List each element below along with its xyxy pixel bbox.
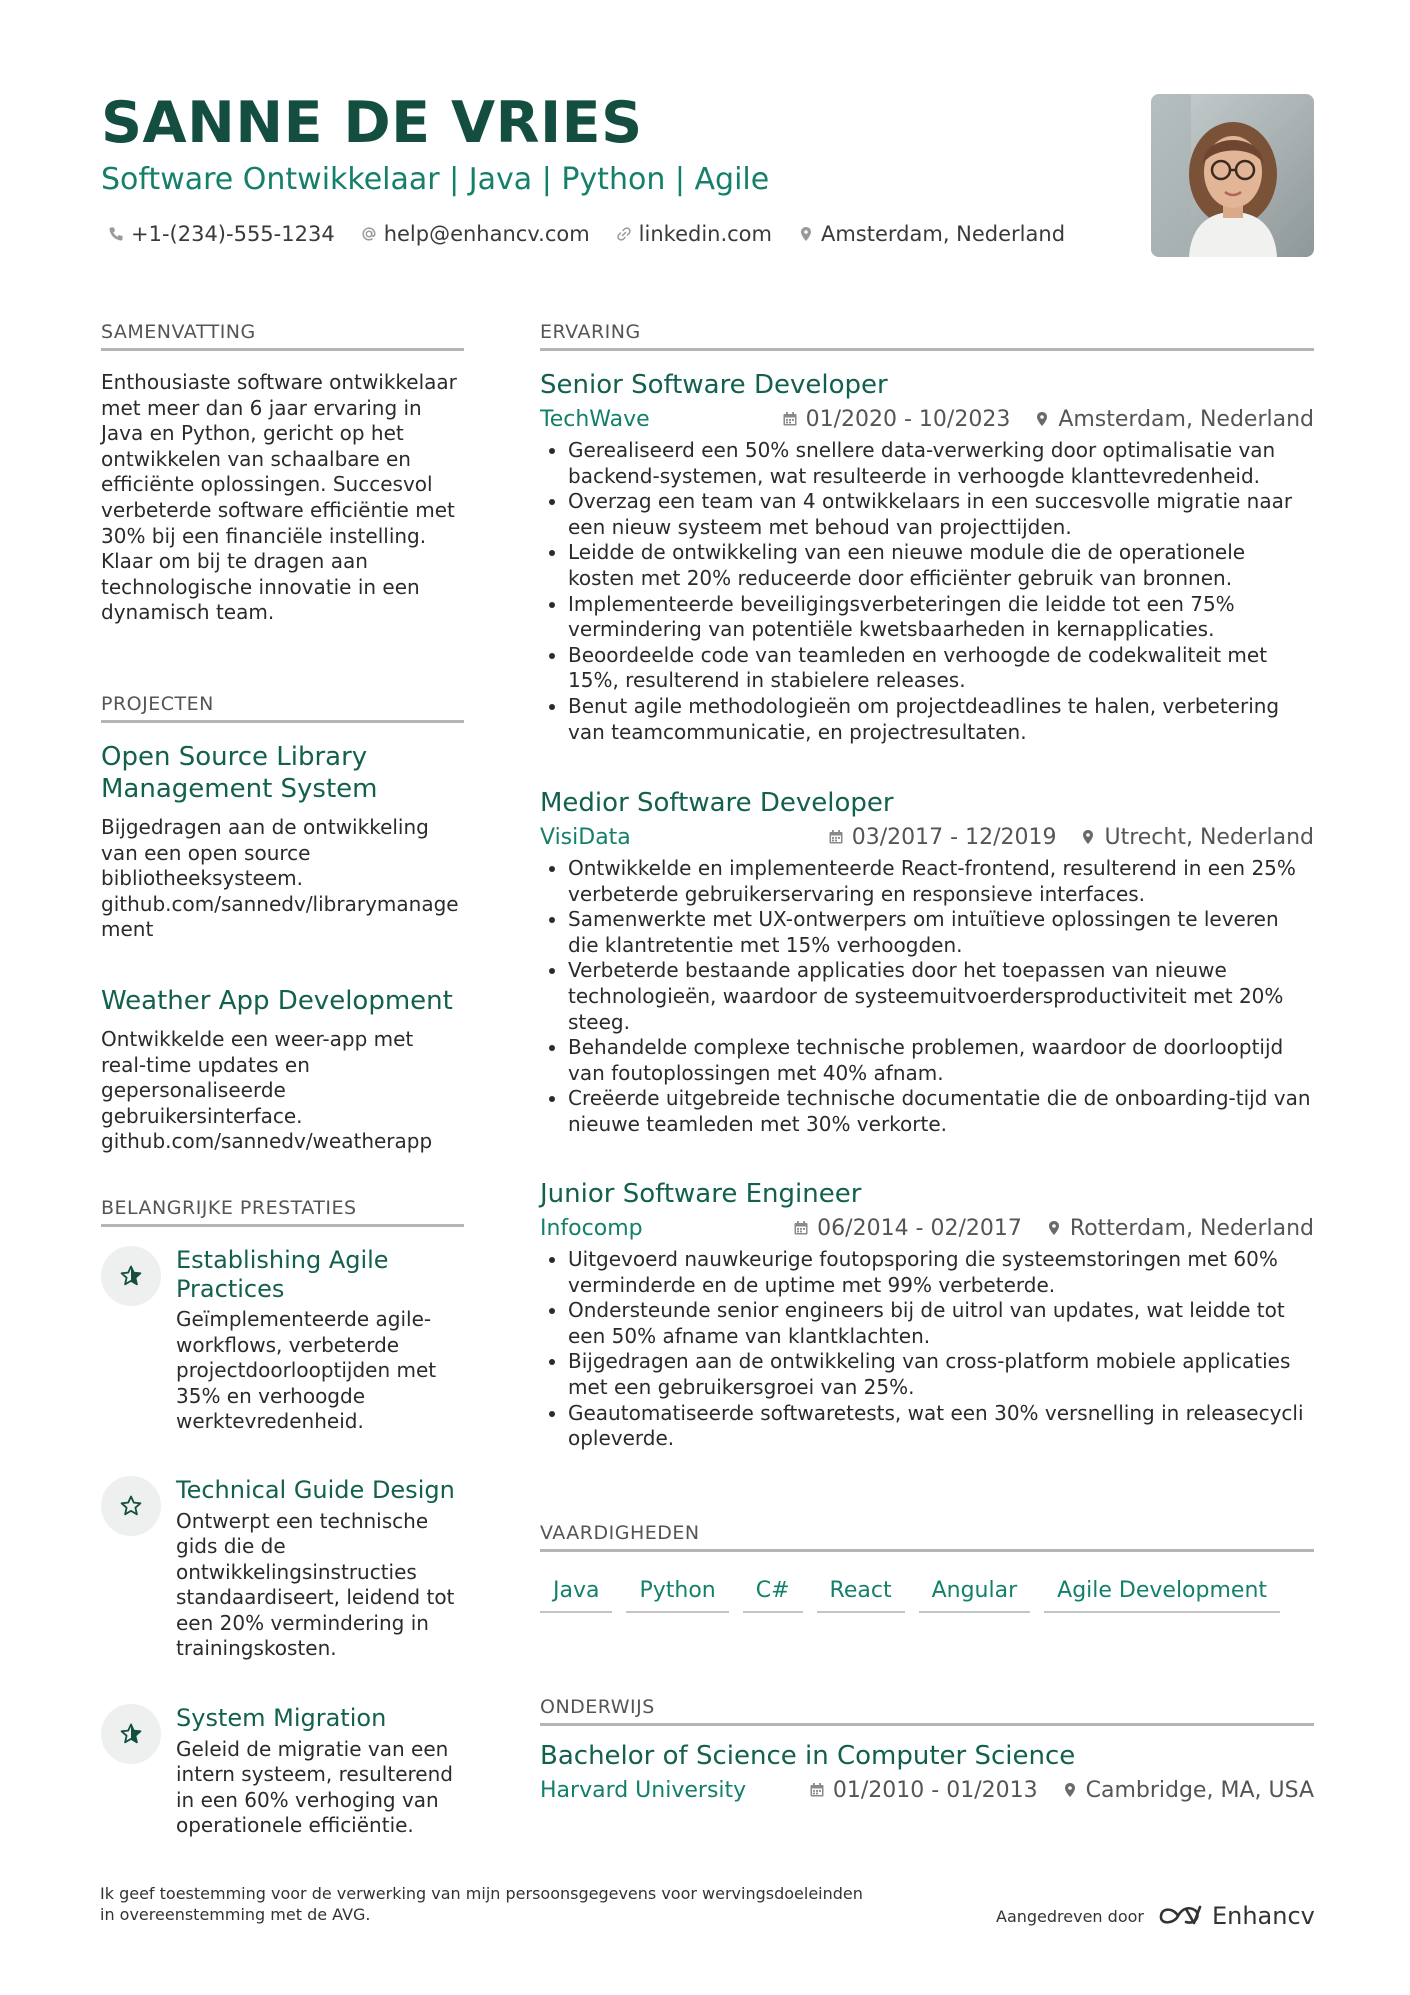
skill-tag: Agile Development — [1044, 1571, 1280, 1613]
achievement-description: Geïmplementeerde agile-workflows, verbeterde projectdoorlooptijden met 35% en verhoogde werktevredenheid. — [176, 1307, 437, 1434]
project-item — [101, 985, 464, 1155]
contact-phone[interactable] — [108, 219, 335, 249]
job-location: Rotterdam, Nederland — [1069, 1215, 1314, 1241]
skill-tag: React — [817, 1571, 905, 1613]
job-title: Senior Software Developer — [540, 370, 888, 400]
job-entry — [540, 368, 1314, 745]
achievement-title: Technical Guide Design — [176, 1476, 455, 1504]
education-dates: 01/2010 - 01/2013 — [832, 1777, 1038, 1803]
company-name: VisiData — [540, 824, 631, 850]
job-bullet: • Leidde de ontwikkeling van een nieuwe module die de operationele kosten met 20% reduceerde door efficiënter gebruik van bronnen. — [568, 540, 1314, 591]
skill-tag: Python — [626, 1571, 728, 1613]
job-dates: 03/2017 - 12/2019 — [851, 824, 1057, 850]
education-entry — [540, 1739, 1314, 1807]
job-bullet: • Ondersteunde senior engineers bij de uitrol van updates, wat leidde tot een 50% afname van klantklachten. — [568, 1298, 1314, 1349]
job-entry — [540, 786, 1314, 1138]
powered-by-label: Aangedreven door — [996, 1906, 1144, 1926]
job-bullets — [540, 438, 1314, 745]
job-dates: 01/2020 - 10/2023 — [805, 406, 1011, 432]
calendar-icon — [828, 829, 844, 845]
job-bullets — [540, 1247, 1314, 1452]
achievement-title: System Migration — [176, 1704, 387, 1732]
job-bullet: • Overzag een team van 4 ontwikkelaars in een succesvolle migratie naar een nieuw systeem met behoud van projecttijden. — [568, 489, 1314, 540]
education-location: Cambridge, MA, USA — [1085, 1777, 1314, 1803]
brand-name: Enhancv — [1211, 1902, 1315, 1930]
job-bullet: • Ontwikkelde en implementeerde React-frontend, resulterend in een 25% verbeterde gebruikerservaring en responsieve interfaces. — [568, 856, 1314, 907]
project-link[interactable]: github.com/sannedv/weatherapp — [101, 1129, 433, 1154]
job-location: Utrecht, Nederland — [1104, 824, 1314, 850]
skill-tag: Angular — [919, 1571, 1031, 1613]
job-bullet: • Benut agile methodologieën om projectdeadlines te halen, verbetering van teamcommunicatie, en projectresultaten. — [568, 694, 1314, 745]
contact-bar — [108, 219, 1065, 249]
location-text: Amsterdam, Nederland — [820, 222, 1066, 246]
achievement-title: Establishing Agile Practices — [176, 1246, 389, 1303]
contact-linkedin[interactable] — [616, 219, 772, 249]
email-text: help@enhancv.com — [383, 222, 590, 246]
skill-tag: C# — [743, 1571, 803, 1613]
job-bullet: • Implementeerde beveiligingsverbeteringen die leidde tot een 75% vermindering van potentiële kwetsbaarheden in kernapplicaties. — [568, 592, 1314, 643]
phone-text: +1-(234)-555-1234 — [131, 222, 335, 246]
contact-location — [798, 219, 1065, 249]
job-location: Amsterdam, Nederland — [1058, 406, 1314, 432]
job-bullet: • Geautomatiseerde softwaretests, wat een 30% versnelling in releasecycli opleverde. — [568, 1401, 1314, 1452]
linkedin-text: linkedin.com — [638, 222, 772, 246]
star-filled-icon — [119, 1722, 143, 1746]
calendar-icon — [809, 1782, 825, 1798]
job-dates: 06/2014 - 02/2017 — [817, 1215, 1022, 1241]
skill-tag: Java — [540, 1571, 612, 1613]
job-bullet: • Creëerde uitgebreide technische documentatie die de onboarding-tijd van nieuwe teamleden met 30% verkorte. — [568, 1086, 1314, 1137]
star-outline-icon — [119, 1494, 143, 1518]
job-bullet: • Uitgevoerd nauwkeurige foutopsporing die systeemstoringen met 60% verminderde en de uptime met 99% verbeterde. — [568, 1247, 1314, 1298]
job-title: Junior Software Engineer — [540, 1179, 862, 1209]
job-bullets — [540, 856, 1314, 1138]
at-icon — [361, 226, 377, 242]
project-title: Open Source Library Management System — [101, 742, 378, 804]
summary-heading: SAMENVATTING — [101, 320, 464, 351]
job-title: Medior Software Developer — [540, 788, 894, 818]
location-pin-icon — [1046, 1220, 1062, 1236]
contact-email[interactable] — [361, 219, 590, 249]
job-bullet: • Samenwerkte met UX-ontwerpers om intuïtieve oplossingen te leveren die klantretentie met 15% verhoogden. — [568, 907, 1314, 958]
job-bullet: • Behandelde complexe technische problemen, waardoor de doorlooptijd van foutoplossingen met 40% afnam. — [568, 1035, 1314, 1086]
profile-photo — [1151, 94, 1314, 257]
calendar-icon — [793, 1220, 809, 1236]
location-pin-icon — [798, 226, 814, 242]
achievement-description: Geleid de migratie van een intern systeem, resulterend in een 60% verhoging van operationele efficiëntie. — [176, 1736, 453, 1838]
powered-by[interactable] — [996, 1902, 1315, 1930]
enhancv-logo-icon — [1156, 1903, 1204, 1929]
project-item — [101, 741, 464, 943]
star-filled-icon — [119, 1264, 143, 1288]
location-pin-icon — [1034, 411, 1050, 427]
calendar-icon — [782, 411, 798, 427]
link-icon — [616, 226, 632, 242]
location-pin-icon — [1080, 829, 1096, 845]
degree-title: Bachelor of Science in Computer Science — [540, 1741, 1076, 1771]
phone-icon — [108, 226, 124, 242]
achievement-description: Ontwerpt een technische gids die de ontwikkelingsinstructies standaardiseert, leidend tot een 20% vermindering in trainingskosten. — [176, 1508, 455, 1661]
skills-heading: VAARDIGHEDEN — [540, 1521, 1314, 1552]
job-bullet: • Bijgedragen aan de ontwikkeling van cross-platform mobiele applicaties met een gebruikersgroei van 25%. — [568, 1349, 1314, 1400]
school-name: Harvard University — [540, 1777, 747, 1803]
gdpr-consent: Ik geef toestemming voor de verwerking van mijn persoonsgegevens voor wervingsdoeleinden in overeenstemming met de AVG. — [100, 1884, 863, 1924]
skills-list — [540, 1571, 1280, 1613]
job-bullet: • Verbeterde bestaande applicaties door het toepassen van nieuwe technologieën, waardoor de systeemuitvoerdersproductiviteit met 20% steeg. — [568, 958, 1314, 1035]
achievements-heading: BELANGRIJKE PRESTATIES — [101, 1196, 464, 1227]
project-title: Weather App Development — [101, 986, 453, 1016]
projects-heading: PROJECTEN — [101, 692, 464, 723]
job-bullet: • Beoordeelde code van teamleden en verhoogde de codekwaliteit met 15%, resulterend in stabielere releases. — [568, 643, 1314, 694]
job-entry — [540, 1177, 1314, 1452]
project-description: Bijgedragen aan de ontwikkeling van een open source bibliotheeksysteem. — [101, 815, 429, 891]
location-pin-icon — [1062, 1782, 1078, 1798]
project-description: Ontwikkelde een weer-app met real-time updates en gepersonaliseerde gebruikersinterface. — [101, 1027, 414, 1128]
candidate-title: Software Ontwikkelaar | Java | Python | Agile — [101, 162, 770, 197]
company-name: Infocomp — [540, 1215, 643, 1241]
experience-heading: ERVARING — [540, 320, 1314, 351]
company-name: TechWave — [540, 406, 650, 432]
education-heading: ONDERWIJS — [540, 1695, 1314, 1726]
candidate-name: SANNE DE VRIES — [101, 90, 643, 156]
summary-text: Enthousiaste software ontwikkelaar met meer dan 6 jaar ervaring in Java en Python, gericht op het ontwikkelen van schaalbare en efficiënte oplossingen. Succesvol verbeterde software efficiëntie met 30% bij een financiële instelling. Klaar om bij te dragen aan technologische innovatie in een dynamisch team. — [101, 370, 457, 625]
job-bullet: • Gerealiseerd een 50% snellere data-verwerking door optimalisatie van backend-systemen, wat resulteerde in verhoogde klanttevredenheid. — [568, 438, 1314, 489]
project-link[interactable]: github.com/sannedv/librarymanagement — [101, 891, 459, 942]
